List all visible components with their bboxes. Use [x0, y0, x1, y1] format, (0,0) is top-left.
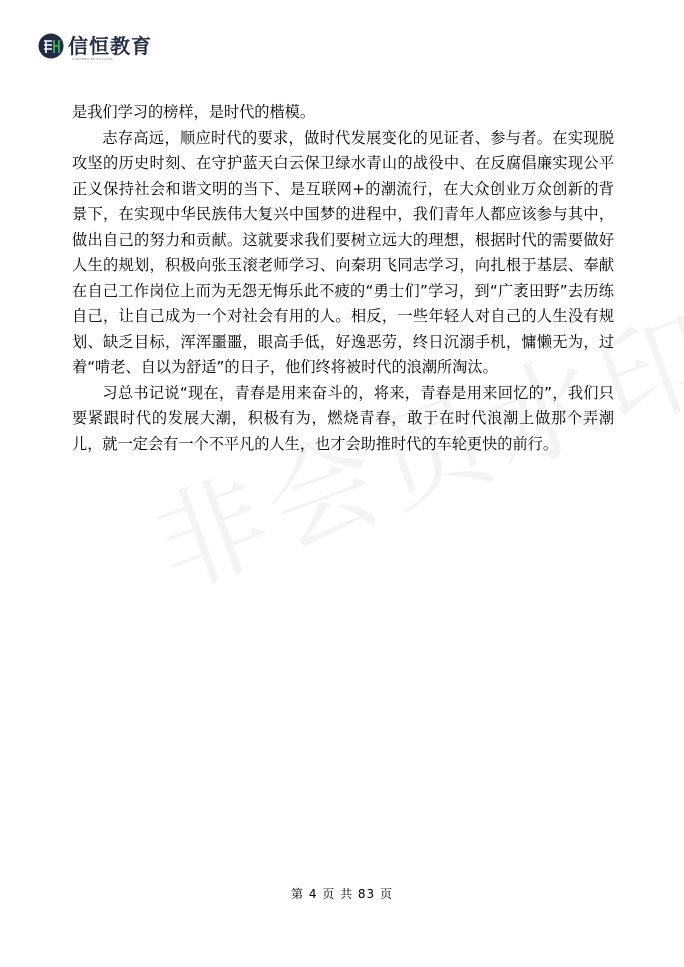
paragraph: 习总书记说“现在，青春是用来奋斗的，将来，青春是用来回忆的”，我们只要紧跟时代的发展大潮，积极有为，燃烧青春，敢于在时代浪潮上做那个弄潮儿，就一定会有一个不平凡的人生，也才会助推时代的车轮更快的前行。 — [72, 383, 614, 453]
logo-text: 信恒教育 — [68, 34, 152, 58]
logo-subtext: XINHENG EDUCATION — [72, 57, 113, 61]
page-number: 第 4 页 共 83 页 — [291, 887, 393, 901]
document-body — [72, 100, 614, 457]
paragraph: 志存高远，顺应时代的要求，做时代发展变化的见证者、参与者。在实现脱攻坚的历史时刻、在守护蓝天白云保卫绿水青山的战役中、在反腐倡廉实现公平正义保持社会和谐文明的当下、是互联网+的潮流行，在大众创业万众创新的背景下，在实现中华民族伟大复兴中国梦的进程中，我们青年人都应该参与其中，做出自己的努力和贡献。这就要求我们要树立远大的理想，根据时代的需要做好人生的规划，积极向张玉滚老师学习、向秦玥飞同志学习，向扎根于基层、奉献在自己工作岗位上而为无怨无悔乐此不疲的“勇士们”学习，到“广袤田野”去历练自己，让自己成为一个对社会有用的人。相反，一些年轻人对自己的人生没有规划、缺乏目标，浑浑噩噩，眼高手低，好逸恶劳，终日沉溺手机，慵懒无为，过着“啃老、自以为舒适”的日子，他们终将被时代的浪潮所淘汰。 — [72, 128, 614, 376]
paragraph-continuation: 是我们学习的榜样，是时代的楷模。 — [72, 103, 315, 121]
header-logo — [38, 31, 152, 61]
logo-emblem-icon — [38, 33, 64, 59]
